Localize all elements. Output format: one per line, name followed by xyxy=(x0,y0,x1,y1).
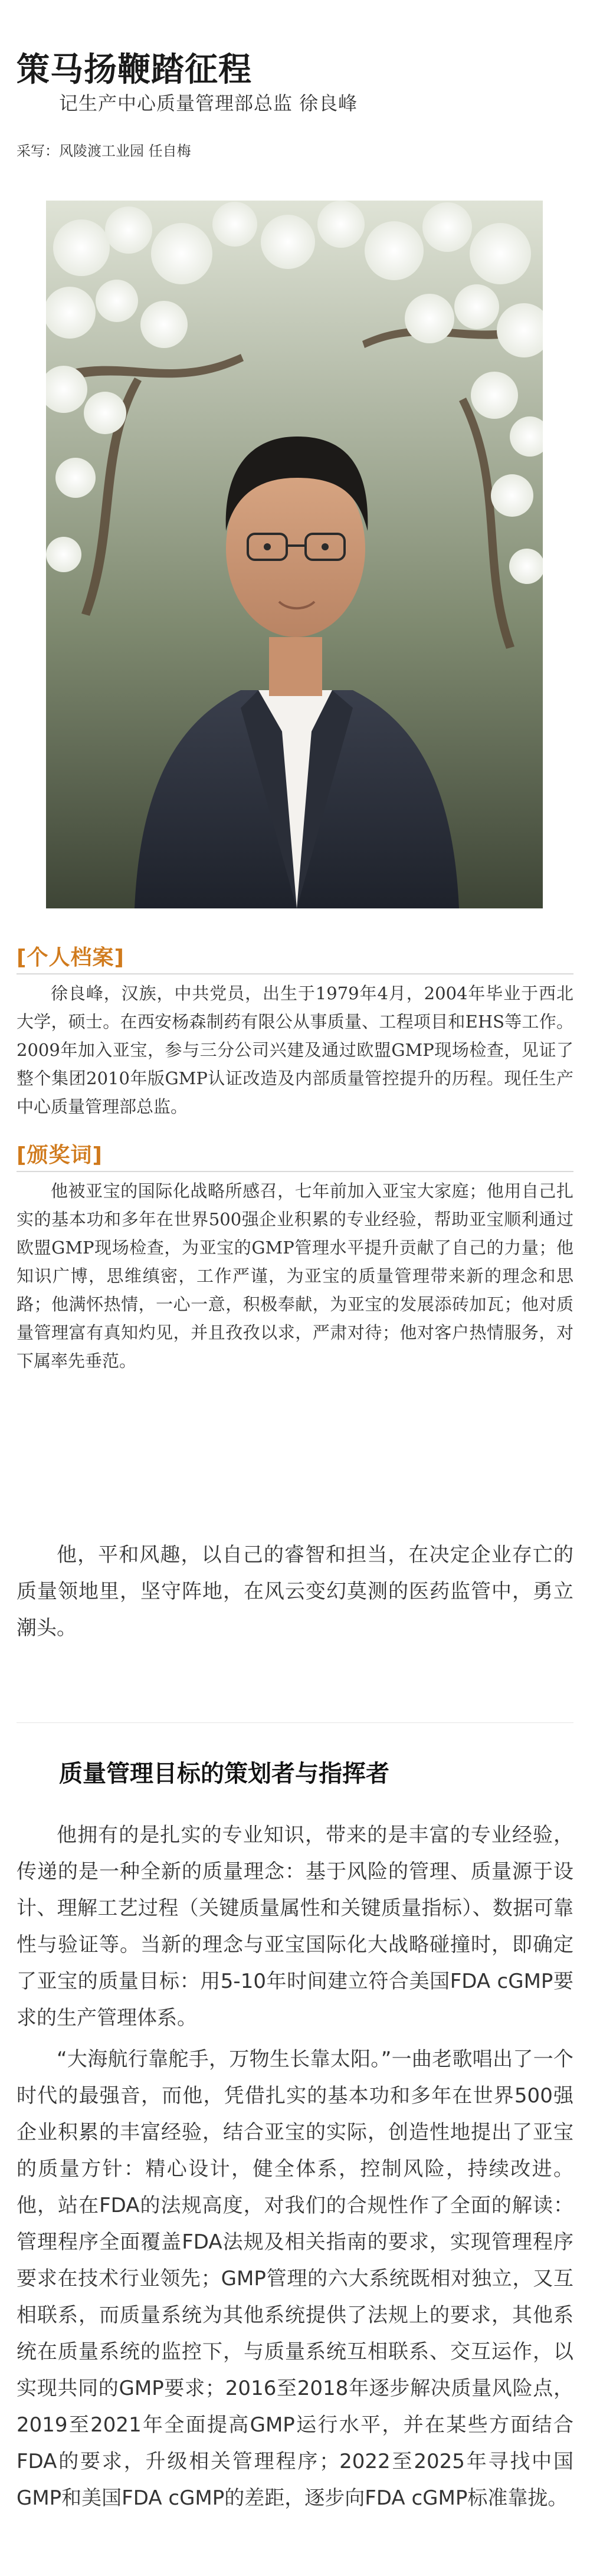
award-text: 他被亚宝的国际化战略所感召，七年前加入亚宝大家庭；他用自己扎实的基本功和多年在世界500强企业积累的专业经验，帮助亚宝顺利通过欧盟GMP现场检查，为亚宝的GMP管理水平提升贡献了自己的力量；他知识广博，思维缜密，工作严谨，为亚宝的质量管理带来新的理念和思路；他满怀热情，一心一意，积极奉献，为亚宝的发展添砖加瓦；他对质量管理富有真知灼见，并且孜孜以求，严肃对待；他对客户热情服务，对下属率先垂范。 xyxy=(17,1181,573,1371)
portrait-photo xyxy=(46,201,543,908)
profile-divider xyxy=(17,973,573,974)
section-paragraph-1: 他拥有的是扎实的专业知识，带来的是丰富的专业经验，传递的是一种全新的质量理念：基于风险的管理、质量源于设计、理解工艺过程（关键质量属性和关键质量指标）、数据可靠性与验证等。当新的理念与亚宝国际化大战略碰撞时，即确定了亚宝的质量目标：用5-10年时间建立符合美国FDA cGMP要求的生产管理体系。 xyxy=(17,1823,573,2030)
article-subtitle: 记生产中心质量管理部总监 徐良峰 xyxy=(59,92,358,114)
intro-paragraph: 他，平和风趣，以自己的睿智和担当，在决定企业存亡的质量领地里，坚守阵地，在风云变幻莫测的医药监管中，勇立潮头。 xyxy=(17,1543,573,1640)
section-separator xyxy=(17,1722,573,1723)
profile-text: 徐良峰，汉族，中共党员，出生于1979年4月，2004年毕业于西北大学，硕士。在西安杨森制药有限公从事质量、工程项目和EHS等工作。2009年加入亚宝，参与三分公司兴建及通过欧盟GMP现场检查，见证了整个集团2010年版GMP认证改造及内部质量管控提升的历程。现任生产中心质量管理部总监。 xyxy=(17,983,573,1117)
section-paragraph-2: “大海航行靠舵手，万物生长靠太阳。”一曲老歌唱出了一个时代的最强音，而他，凭借扎实的基本功和多年在世界500强企业积累的丰富经验，结合亚宝的实际，创造性地提出了亚宝的质量方针：精心设计，健全体系，控制风险，持续改进。他，站在FDA的法规高度，对我们的合规性作了全面的解读：管理程序全面覆盖FDA法规及相关指南的要求，实现管理程序要求在技术行业领先；GMP管理的六大系统既相对独立，又互相联系，而质量系统为其他系统提供了法规上的要求，其他系统在质量系统的监控下，与质量系统互相联系、交互运作，以实现共同的GMP要求；2016至2018年逐步解决质量风险点，2019至2021年全面提高GMP运行水平，并在某些方面结合FDA的要求，升级相关管理程序；2022至2025年寻找中国GMP和美国FDA cGMP的差距，逐步向FDA cGMP标准靠拢。 xyxy=(17,2047,573,2510)
article-title: 策马扬鞭踏征程 xyxy=(17,51,252,89)
profile-heading: [个人档案] xyxy=(17,946,124,970)
award-divider xyxy=(17,1171,573,1172)
article-byline: 采写：风陵渡工业园 任自梅 xyxy=(17,143,191,159)
award-heading: [颁奖词] xyxy=(17,1143,103,1167)
section-title: 质量管理目标的策划者与指挥者 xyxy=(59,1760,389,1787)
